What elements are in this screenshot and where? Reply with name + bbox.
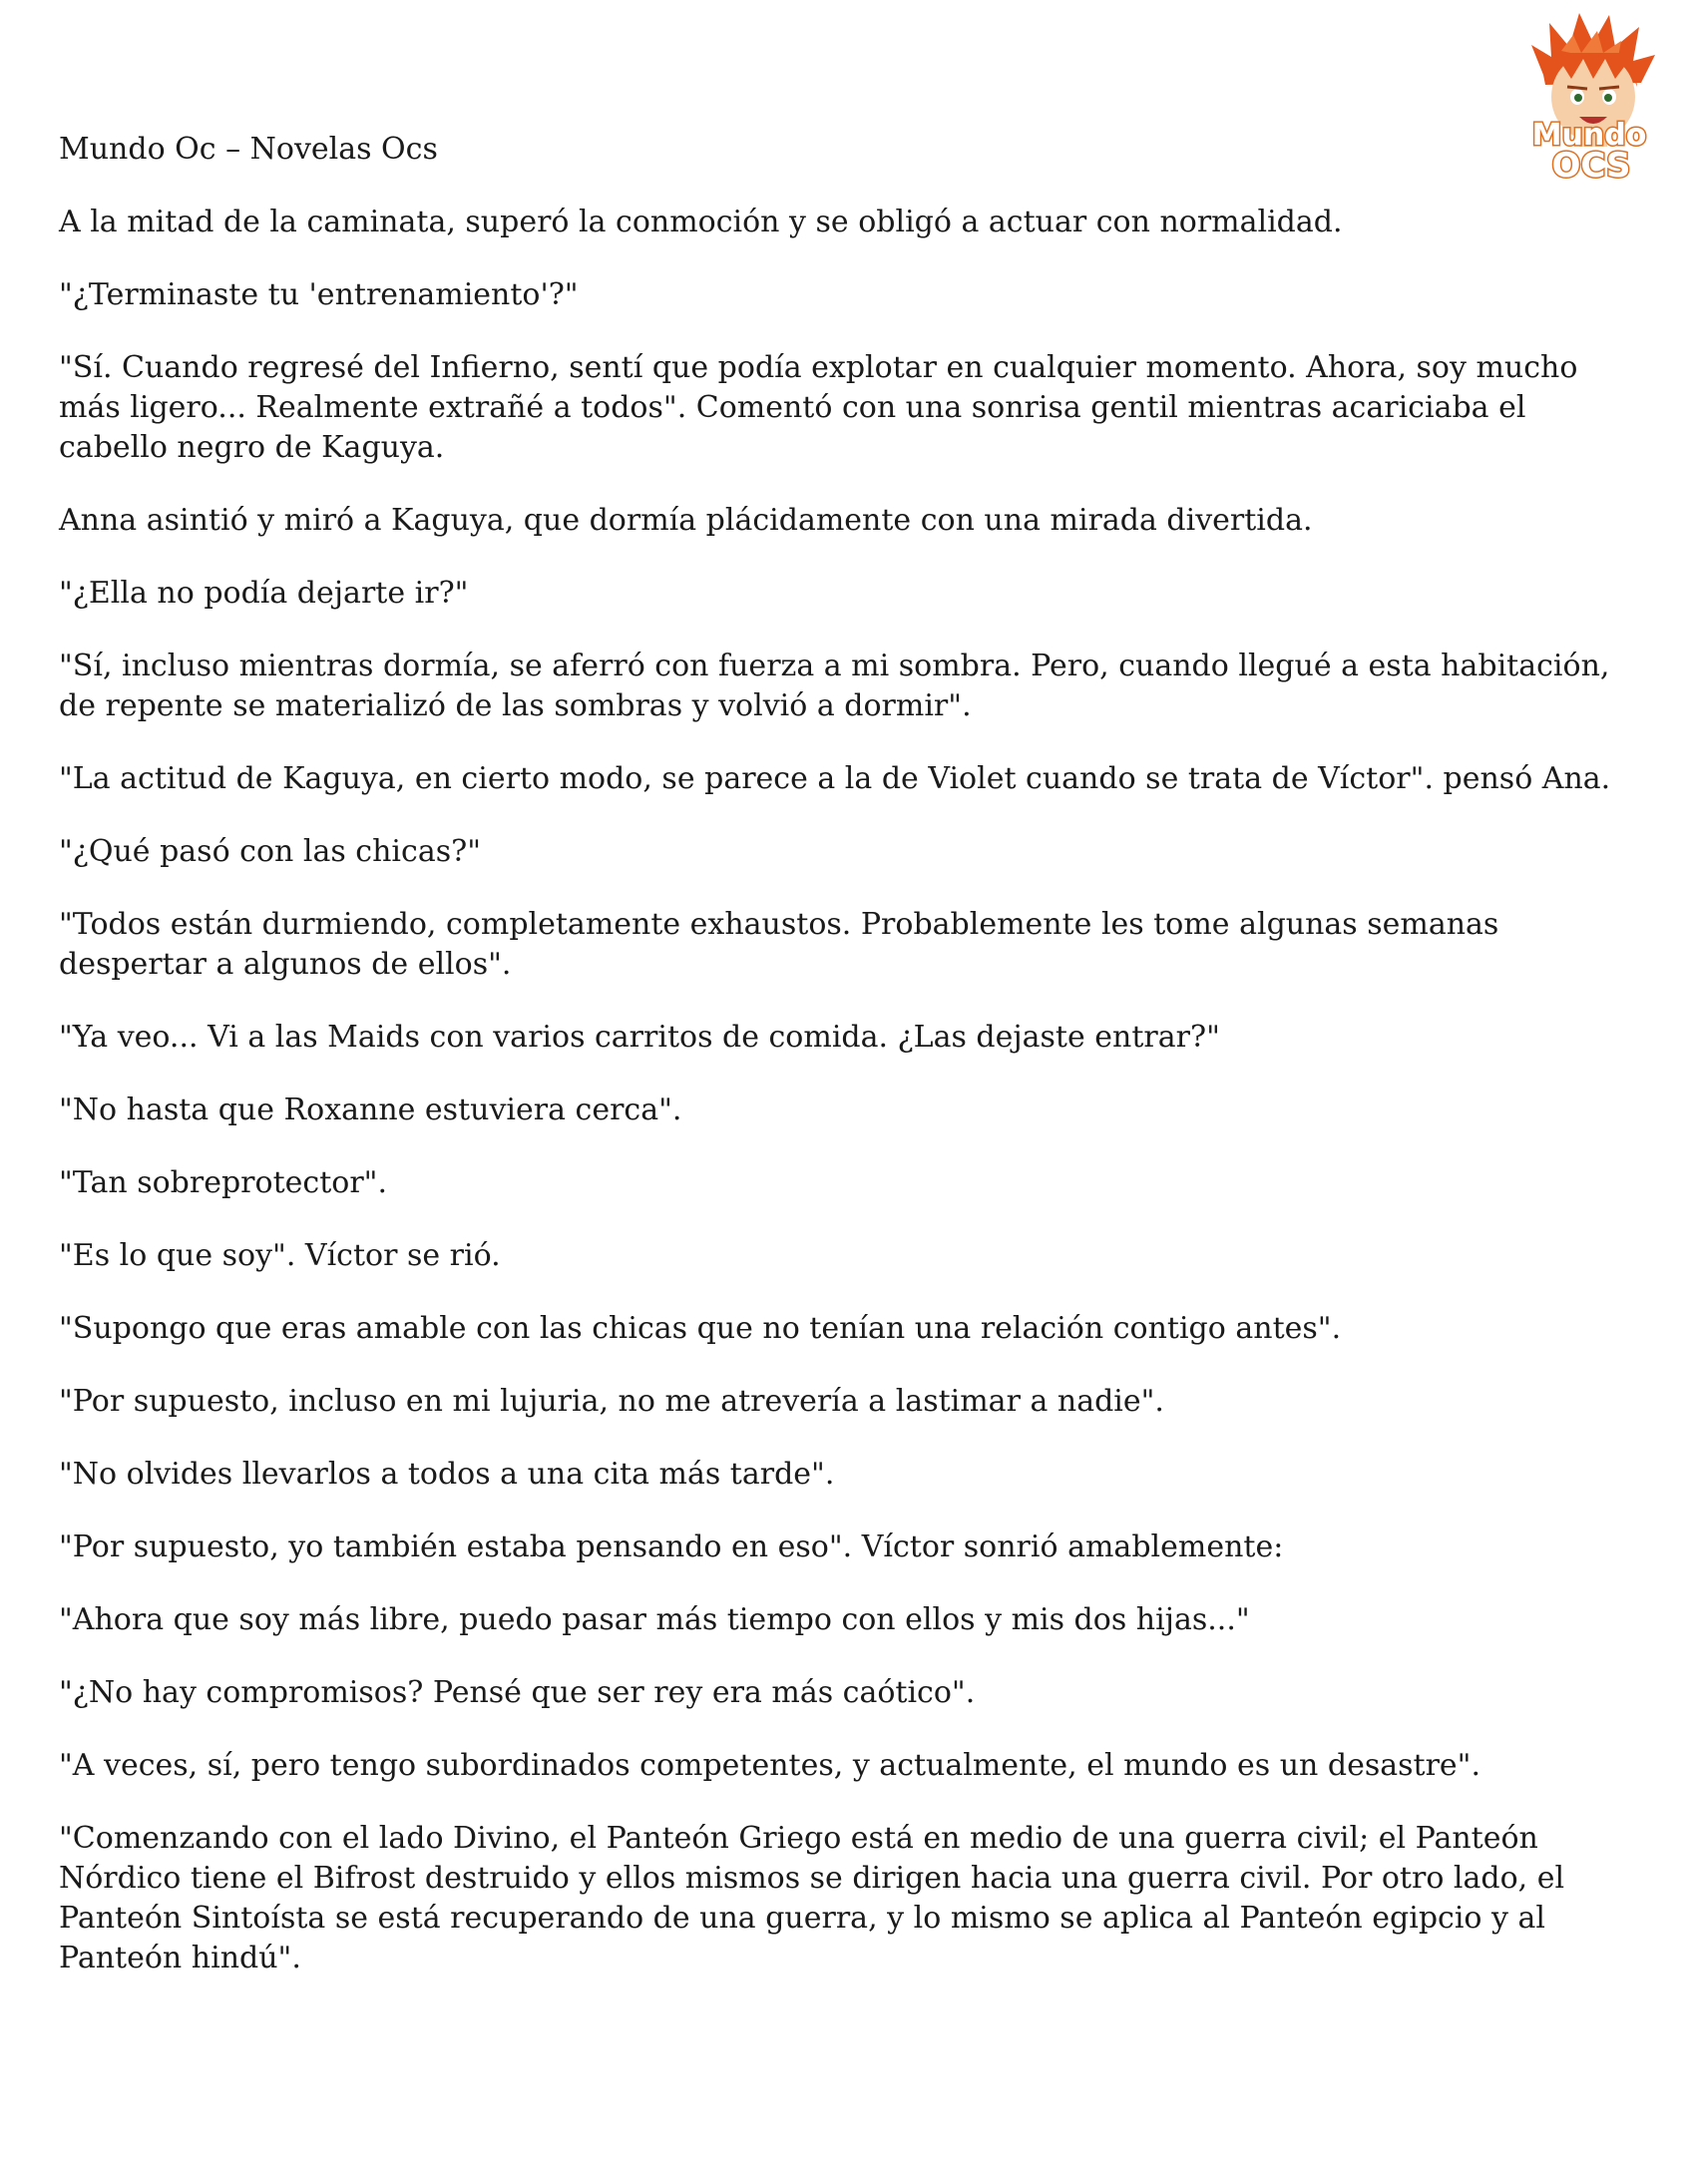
paragraph: "Todos están durmiendo, completamente exhaustos. Probablemente les tome algunas semanas despertar a algunos de ellos". xyxy=(59,907,1499,982)
paragraph: "La actitud de Kaguya, en cierto modo, se parece a la de Violet cuando se trata de Víctor". pensó Ana. xyxy=(59,761,1611,796)
paragraph: "¿Terminaste tu 'entrenamiento'?" xyxy=(59,277,579,312)
logo-text-ocs: OCS xyxy=(1551,146,1631,185)
paragraph: "Comenzando con el lado Divino, el Panteón Griego está en medio de una guerra civil; el Panteón Nórdico tiene el Bifrost destruido y ellos mismos se dirigen hacia una guerra civil. Por otro lado, el Panteón Sintoísta se está recuperando de una guerra, y lo mismo se aplica al Panteón egipcio y al Panteón hindú". xyxy=(59,1821,1565,1975)
paragraph: A la mitad de la caminata, superó la conmoción y se obligó a actuar con normalidad. xyxy=(59,205,1343,239)
paragraph: Anna asintió y miró a Kaguya, que dormía plácidamente con una mirada divertida. xyxy=(59,503,1313,538)
paragraph: "¿No hay compromisos? Pensé que ser rey era más caótico". xyxy=(59,1675,976,1710)
paragraph: "Es lo que soy". Víctor se rió. xyxy=(59,1238,501,1273)
paragraph: "Por supuesto, yo también estaba pensando en eso". Víctor sonrió amablemente: xyxy=(59,1529,1284,1564)
paragraph: "Por supuesto, incluso en mi lujuria, no me atrevería a lastimar a nadie". xyxy=(59,1384,1164,1419)
paragraph: "Sí. Cuando regresé del Infierno, sentí que podía explotar en cualquier momento. Ahora, soy mucho más ligero... Realmente extrañé a todos". Comentó con una sonrisa gentil mientras acariciaba el cabello negro de Kaguya. xyxy=(59,350,1578,465)
paragraph: "Sí, incluso mientras dormía, se aferró con fuerza a mi sombra. Pero, cuando llegué a esta habitación, de repente se materializó de las sombras y volvió a dormir". xyxy=(59,649,1610,723)
paragraph: "¿Qué pasó con las chicas?" xyxy=(59,834,481,869)
mundo-ocs-logo xyxy=(1501,5,1677,185)
paragraph: "No hasta que Roxanne estuviera cerca". xyxy=(59,1092,682,1127)
page-header: Mundo Oc – Novelas Ocs xyxy=(59,132,438,167)
paragraph: "No olvides llevarlos a todos a una cita más tarde". xyxy=(59,1457,835,1492)
logo-text-mundo: Mundo xyxy=(1531,118,1647,153)
paragraph: "Tan sobreprotector". xyxy=(59,1165,387,1200)
paragraph: "Supongo que eras amable con las chicas que no tenían una relación contigo antes". xyxy=(59,1311,1342,1346)
paragraph: "Ya veo... Vi a las Maids con varios carritos de comida. ¿Las dejaste entrar?" xyxy=(59,1020,1220,1055)
story-text xyxy=(59,203,1635,2011)
paragraph: "Ahora que soy más libre, puedo pasar más tiempo con ellos y mis dos hijas..." xyxy=(59,1602,1250,1637)
paragraph: "¿Ella no podía dejarte ir?" xyxy=(59,576,469,611)
paragraph: "A veces, sí, pero tengo subordinados competentes, y actualmente, el mundo es un desastre". xyxy=(59,1748,1481,1783)
